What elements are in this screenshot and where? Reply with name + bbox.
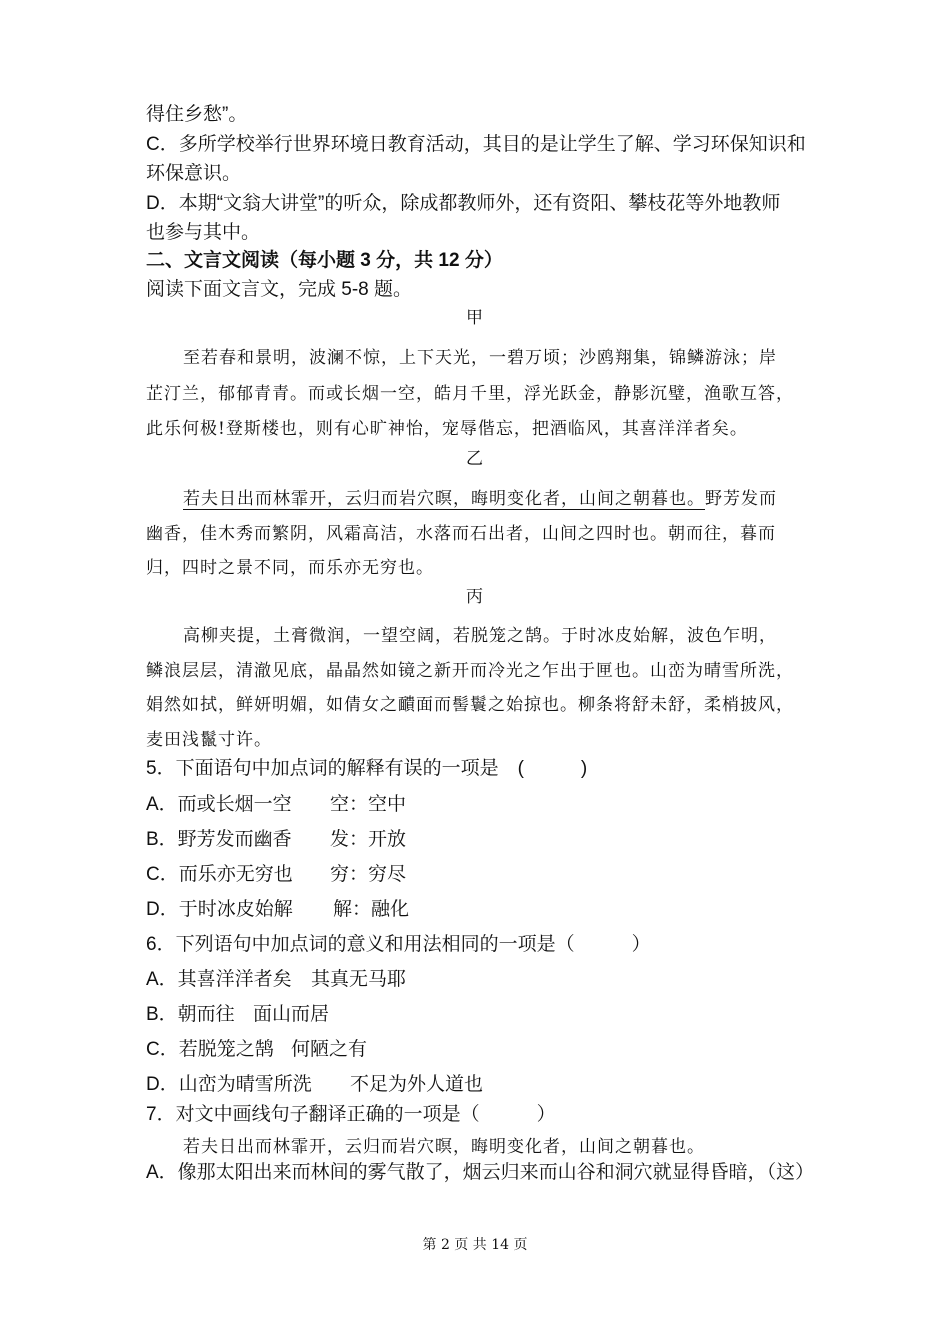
option-text: A．其喜洋洋者矣 [146, 969, 292, 990]
option-text: C．若脱笼之鹄 [146, 1039, 274, 1060]
passage-line: 鳞浪层层，清澈见底，晶晶然如镜之新开而冷光之乍出于匣也。山峦为晴雪所洗， [146, 661, 794, 681]
question-7-stem: 7．对文中画线句子翻译正确的一项是（ ） [146, 1104, 556, 1125]
question-6-option-d [0, 1069, 950, 1093]
section-instruction: 阅读下面文言文，完成 5-8 题。 [146, 279, 413, 300]
passage-text: 野芳发而 [705, 489, 777, 509]
question-5-option-b [0, 824, 950, 848]
passage-line: 高柳夹提，土膏微润，一望空阔，若脱笼之鹄。于时冰皮始解，波色乍明， [183, 626, 777, 646]
option-text-2: 不足为外人道也 [350, 1074, 484, 1095]
page-footer: 第 2 页 共 14 页 [422, 1237, 528, 1253]
passage-line: 归，四时之景不同，而乐亦无穷也。 [146, 558, 434, 578]
section-heading: 二、文言文阅读（每小题 3 分，共 12 分） [146, 250, 503, 271]
passage-line: 至若春和景明，波澜不惊，上下天光，一碧万顷；沙鸥翔集，锦鳞游泳；岸 [183, 348, 777, 368]
question-6-option-a [0, 964, 950, 988]
option-text: B．朝而往 [146, 1004, 235, 1025]
underlined-sentence: 若夫日出而林霏开，云归而岩穴暝，晦明变化者，山间之朝暮也。 [183, 489, 705, 509]
option-d-text: D．本期“文翁大讲堂”的听众，除成都教师外，还有资阳、攀枝花等外地教师 [146, 193, 781, 214]
question-6-stem: 6．下列语句中加点词的意义和用法相同的一项是（ ） [146, 934, 651, 955]
question-5-option-d [0, 894, 950, 918]
passage-line: 幽香，佳木秀而繁阴，风霜高洁，水落而石出者，山间之四时也。朝而往，暮而 [146, 524, 776, 544]
option-text-2: 其真无马耶 [311, 969, 407, 990]
question-5-option-c [0, 859, 950, 883]
passage-line: 麦田浅鬣寸许。 [146, 730, 272, 750]
question-6-option-b [0, 999, 950, 1023]
option-c-text: C．多所学校举行世界环境日教育活动，其目的是让学生了解、学习环保知识和 [146, 134, 806, 155]
text-line: 得住乡愁”。 [146, 104, 248, 125]
option-text-2: 何陋之有 [291, 1039, 368, 1060]
option-text: C．而乐亦无穷也 [146, 864, 293, 885]
passage-line: 芷汀兰，郁郁青青。而或长烟一空，皓月千里，浮光跃金，静影沉璧，渔歌互答， [146, 384, 794, 404]
option-text: D．山峦为晴雪所洗 [146, 1074, 312, 1095]
text-line: 也参与其中。 [146, 222, 261, 243]
passage-title-jia: 甲 [466, 308, 484, 328]
passage-line: 此乐何极!登斯楼也，则有心旷神怡，宠辱偕忘，把酒临风，其喜洋洋者矣。 [146, 419, 748, 439]
question-7-option-a: A．像那太阳出来而林间的雾气散了，烟云归来而山谷和洞穴就显得昏暗，（这） [146, 1162, 815, 1183]
question-7-quote: 若夫日出而林霏开，云归而岩穴暝，晦明变化者，山间之朝暮也。 [183, 1137, 705, 1157]
option-explanation: 穷：穷尽 [330, 864, 407, 885]
option-text: D．于时冰皮始解 [146, 899, 293, 920]
option-explanation: 发：开放 [330, 829, 407, 850]
question-5-stem: 5．下面语句中加点词的解释有误的一项是 ( ) [146, 758, 588, 779]
option-text-2: 面山而居 [253, 1004, 330, 1025]
passage-title-bing: 丙 [466, 587, 484, 607]
option-text: B．野芳发而幽香 [146, 829, 292, 850]
passage-title-yi: 乙 [466, 449, 484, 469]
option-explanation: 空：空中 [330, 794, 407, 815]
option-explanation: 解：融化 [333, 899, 410, 920]
option-text: A．而或长烟一空 [146, 794, 292, 815]
text-line: 环保意识。 [146, 163, 242, 184]
passage-line [183, 484, 777, 509]
question-6-option-c [0, 1034, 950, 1058]
passage-line: 娟然如拭，鲜妍明媚，如倩女之靧面而髻鬟之始掠也。柳条将舒未舒，柔梢披风， [146, 695, 794, 715]
question-5-option-a [0, 789, 950, 813]
